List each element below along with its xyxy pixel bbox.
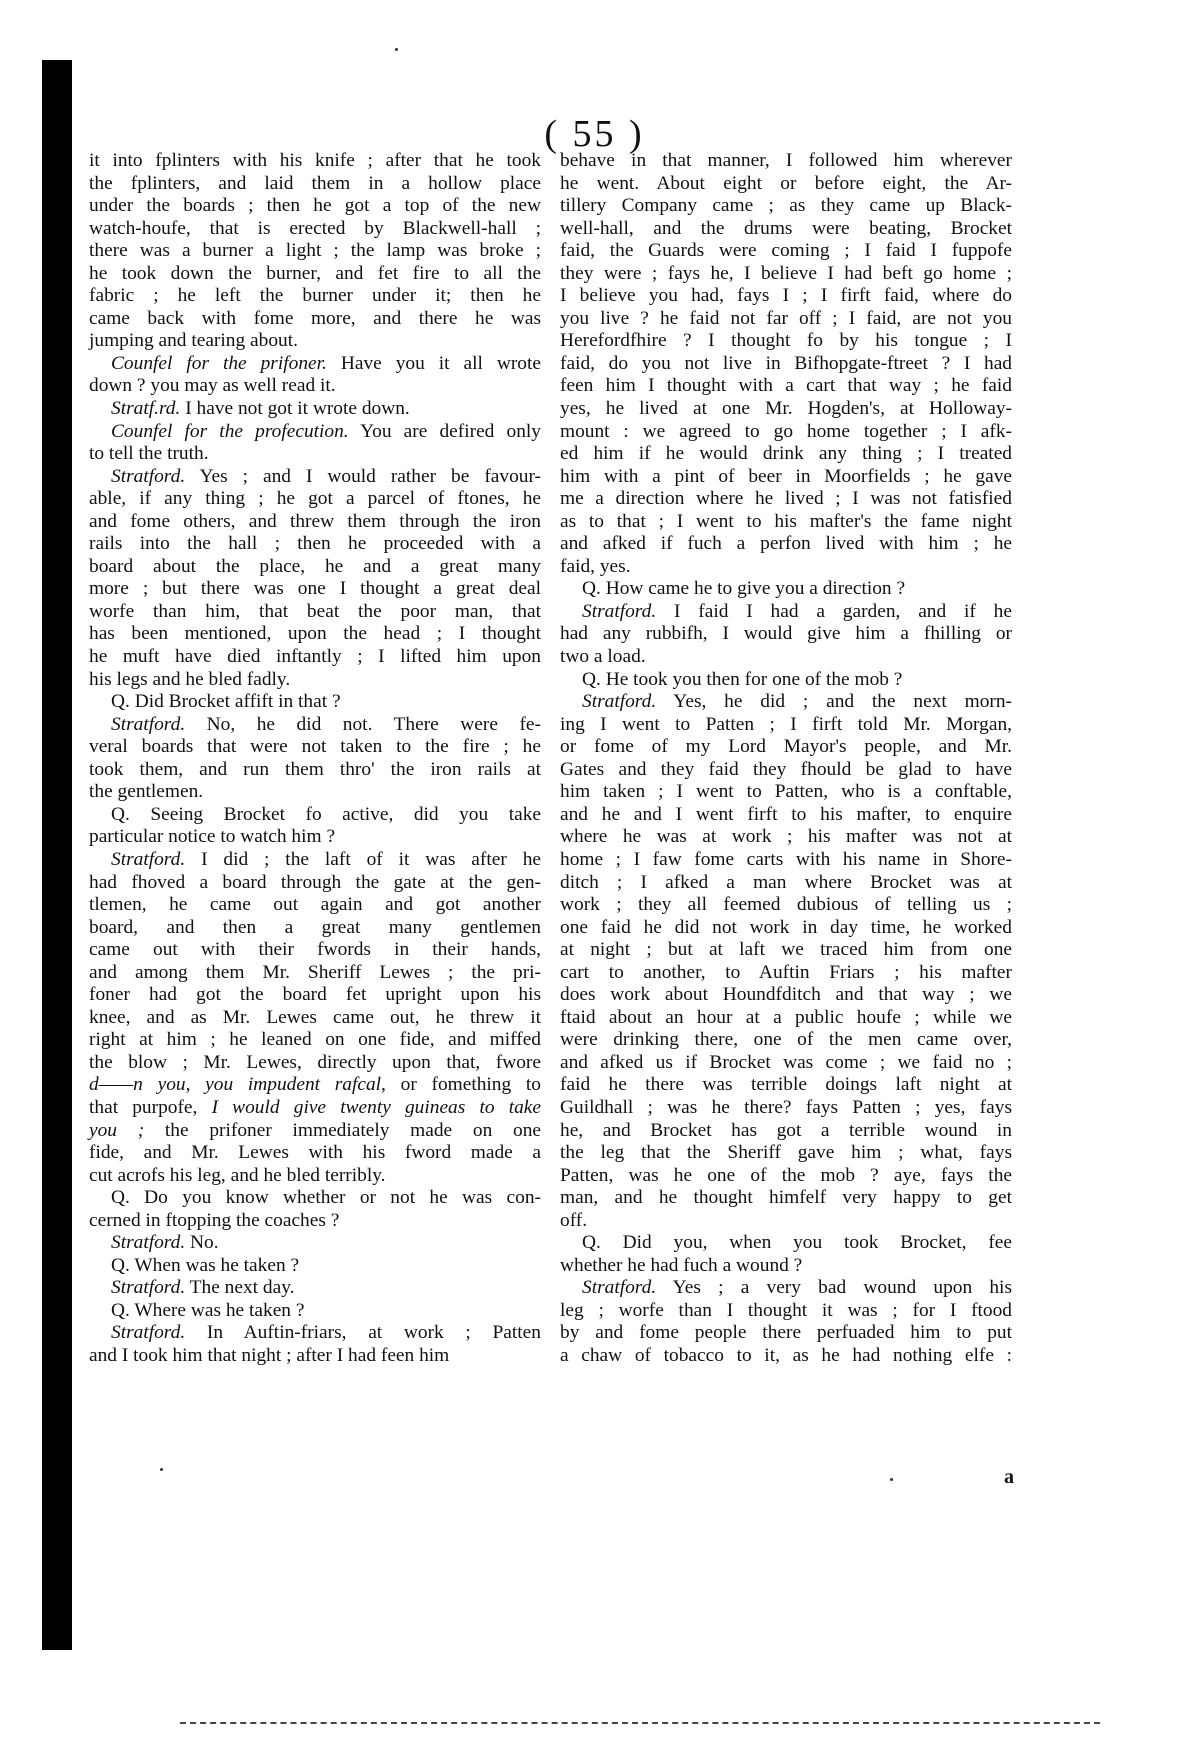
line-text: him taken ; I went to Patten, who is a conftable, — [560, 781, 1012, 803]
line-text: I have not got it wrote down. — [185, 398, 410, 420]
speaker-label: Stratford. — [582, 691, 657, 713]
text-line — [89, 714, 541, 737]
line-text: he, and Brocket has got a terrible wound in — [560, 1119, 1012, 1141]
speaker-label: Stratford. — [111, 1232, 186, 1254]
line-text: particular notice to watch him ? — [89, 826, 336, 848]
text-line — [89, 443, 541, 466]
line-text: mount : we agreed to go home together ; I afk- — [560, 420, 1012, 442]
line-text: board, and then a great many gentlemen — [89, 916, 541, 938]
text-line — [560, 533, 1012, 556]
text-line — [89, 691, 541, 714]
line-text: the leg that the Sheriff gave him ; what, fays — [560, 1142, 1012, 1164]
line-text: me a direction where he lived ; I was not fatisfied — [560, 488, 1012, 510]
line-text: were drinking there, one of the men came over, — [560, 1029, 1012, 1051]
line-text: board about the place, he and a great many — [89, 555, 541, 577]
line-text: they were ; fays he, I believe I had beft go home ; — [560, 262, 1012, 284]
right-text-column — [560, 150, 1012, 1368]
line-text: behave in that manner, I followed him wherever — [560, 150, 1012, 171]
text-line — [560, 894, 1012, 917]
line-text: Q. He took you then for one of the mob ? — [582, 668, 903, 690]
text-line — [560, 917, 1012, 940]
text-line — [89, 1277, 541, 1300]
line-text: ed him if he would drink any thing ; I treated — [560, 443, 1012, 465]
text-line — [89, 1142, 541, 1165]
line-text: by and fome people there perfuaded him to put — [560, 1322, 1012, 1344]
text-line — [560, 1029, 1012, 1052]
text-line — [89, 962, 541, 985]
text-line — [560, 872, 1012, 895]
speaker-label: Counfel for the prifoner. — [111, 352, 327, 374]
line-text: well-hall, and the drums were beating, Brocket — [560, 217, 1012, 239]
text-line — [89, 669, 541, 692]
line-text: leg ; worfe than I thought it was ; for I ftood — [560, 1299, 1012, 1321]
text-line — [89, 308, 541, 331]
line-text: Q. Did you, when you took Brocket, fee — [582, 1232, 1012, 1254]
text-line — [89, 894, 541, 917]
text-line — [560, 984, 1012, 1007]
line-text: Q. Where was he taken ? — [111, 1299, 305, 1321]
text-line — [560, 1165, 1012, 1188]
line-text: man, and he thought himfelf very happy to get — [560, 1187, 1012, 1209]
text-line — [89, 1007, 541, 1030]
text-line — [560, 488, 1012, 511]
scan-speck — [160, 1468, 163, 1471]
text-line — [89, 872, 541, 895]
text-line — [560, 826, 1012, 849]
line-text: I did ; the laft of it was after he — [201, 848, 541, 870]
text-line — [89, 939, 541, 962]
line-text: Q. How came he to give you a direction ? — [582, 578, 906, 600]
text-line — [560, 353, 1012, 376]
line-text: work ; they all feemed dubious of telling us ; — [560, 894, 1012, 916]
text-line — [89, 195, 541, 218]
line-text: took them, and run them thro' the iron rails at — [89, 758, 541, 780]
line-text: and he and I went firft to his mafter, to enquire — [560, 803, 1012, 825]
speaker-label: Stratford. — [111, 848, 186, 870]
line-text: has been mentioned, upon the head ; I thought — [89, 623, 541, 645]
bottom-scan-rule — [180, 1722, 1100, 1724]
text-line — [89, 1097, 541, 1120]
text-line — [560, 781, 1012, 804]
line-text: the gentlemen. — [89, 781, 204, 803]
text-line — [89, 1120, 541, 1143]
text-line — [89, 173, 541, 196]
line-text: I faid I had a garden, and if he — [674, 600, 1012, 622]
text-line — [560, 1052, 1012, 1075]
text-line — [89, 1029, 541, 1052]
line-text: had any rubbifh, I would give him a fhilling or — [560, 623, 1012, 645]
line-text: you live ? he faid not far off ; I faid, are not you — [560, 307, 1012, 329]
line-text: cart to another, to Auftin Friars ; his mafter — [560, 961, 1012, 983]
line-text: Herefordfhire ? I thought fo by his tongue ; I — [560, 330, 1012, 352]
line-text: able, if any thing ; he got a parcel of ftones, he — [89, 488, 541, 510]
line-text: knee, and as Mr. Lewes came out, he threw it — [89, 1006, 541, 1028]
text-line — [89, 1232, 541, 1255]
line-text: and among them Mr. Sheriff Lewes ; the pri- — [89, 961, 541, 983]
text-line — [89, 1165, 541, 1188]
text-line — [560, 578, 1012, 601]
line-text: whether he had fuch a wound ? — [560, 1254, 803, 1276]
text-line — [89, 826, 541, 849]
text-line — [560, 1322, 1012, 1345]
text-line — [560, 173, 1012, 196]
line-text: ditch ; I afked a man where Brocket was at — [560, 871, 1012, 893]
line-text: tillery Company came ; as they came up Black- — [560, 195, 1012, 217]
text-line — [89, 1210, 541, 1233]
text-line — [89, 849, 541, 872]
text-line — [560, 1120, 1012, 1143]
text-line — [560, 1142, 1012, 1165]
line-text: had fhoved a board through the gate at the gen- — [89, 871, 541, 893]
line-text: where he was at work ; his mafter was not at — [560, 826, 1012, 848]
line-text: the prifoner immediately made on one — [164, 1119, 541, 1141]
text-line — [560, 466, 1012, 489]
line-text: home ; I faw fome carts with his name in Shore- — [560, 848, 1012, 870]
text-line — [89, 1322, 541, 1345]
line-text: he went. About eight or before eight, the Ar- — [560, 172, 1012, 194]
line-text: The next day. — [189, 1277, 295, 1299]
text-line — [89, 1300, 541, 1323]
line-text: feen him I thought with a cart that way ; he faid — [560, 375, 1012, 397]
text-line — [560, 804, 1012, 827]
text-line — [89, 781, 541, 804]
text-line — [89, 218, 541, 241]
text-line — [89, 398, 541, 421]
line-text: or fomething to — [400, 1074, 541, 1096]
line-text: his legs and he bled fadly. — [89, 668, 291, 690]
line-text: Q. Seeing Brocket fo active, did you take — [111, 803, 541, 825]
speaker-label: Stratf.rd. — [111, 398, 181, 420]
text-line — [560, 1300, 1012, 1323]
line-text: right at him ; he leaned on one fide, and miffed — [89, 1029, 541, 1051]
line-text: two a load. — [560, 646, 646, 668]
text-line — [89, 330, 541, 353]
text-line — [560, 1255, 1012, 1278]
line-text: Yes ; and I would rather be favour- — [199, 465, 541, 487]
line-text: down ? you may as well read it. — [89, 375, 336, 397]
text-line — [560, 1074, 1012, 1097]
text-line — [560, 556, 1012, 579]
text-line — [89, 1187, 541, 1210]
text-line — [89, 646, 541, 669]
speaker-label: Stratford. — [582, 1277, 657, 1299]
line-text: tlemen, he came out again and got another — [89, 894, 541, 916]
left-text-column — [89, 150, 541, 1368]
line-text: watch-houfe, that is erected by Blackwell-hall ; — [89, 217, 541, 239]
line-text: cerned in ftopping the coaches ? — [89, 1209, 340, 1231]
text-line — [89, 804, 541, 827]
text-line — [560, 150, 1012, 173]
text-line — [89, 511, 541, 534]
line-text: Guildhall ; was he there? fays Patten ; yes, fays — [560, 1096, 1012, 1118]
text-line — [89, 466, 541, 489]
text-line — [560, 1277, 1012, 1300]
text-line — [560, 962, 1012, 985]
speaker-label: Stratford. — [111, 713, 186, 735]
text-line — [560, 1345, 1012, 1368]
line-text: foner had got the board fet upright upon his — [89, 984, 541, 1006]
line-text: faid, do you not live in Bifhopgate-ftreet ? I had — [560, 352, 1012, 374]
text-line — [89, 263, 541, 286]
line-text: that purpofe, — [89, 1096, 198, 1118]
line-text: ing I went to Patten ; I firft told Mr. Morgan, — [560, 713, 1012, 735]
text-line — [89, 421, 541, 444]
line-text: the fplinters, and laid them in a hollow place — [89, 172, 541, 194]
line-text: to tell the truth. — [89, 443, 209, 465]
text-line — [560, 849, 1012, 872]
line-text: came out with their fwords in their hands, — [89, 939, 541, 961]
line-text: yes, he lived at one Mr. Hogden's, at Holloway- — [560, 398, 1012, 420]
text-line — [89, 1345, 541, 1368]
text-line — [89, 601, 541, 624]
line-text: No. — [190, 1232, 219, 1254]
text-line — [560, 421, 1012, 444]
line-text: You are defired only — [360, 420, 541, 442]
line-text: off. — [560, 1209, 588, 1231]
text-line — [89, 1052, 541, 1075]
text-line — [89, 1255, 541, 1278]
line-text: there was a burner a light ; the lamp was broke ; — [89, 240, 541, 262]
text-line — [89, 285, 541, 308]
text-line — [560, 1007, 1012, 1030]
page-number: ( 55 ) — [544, 113, 645, 155]
text-line — [560, 623, 1012, 646]
speaker-label: Stratford. — [111, 1322, 186, 1344]
speaker-label: Stratford. — [111, 465, 186, 487]
line-text: and fome others, and threw them through the iron — [89, 510, 541, 532]
text-line — [560, 218, 1012, 241]
line-text: Q. When was he taken ? — [111, 1254, 300, 1276]
text-line — [560, 375, 1012, 398]
text-line — [560, 714, 1012, 737]
line-text: a chaw of tobacco to it, as he had nothing elfe : — [560, 1344, 1012, 1366]
line-text: faid, the Guards were coming ; I faid I fuppofe — [560, 240, 1012, 262]
speaker-label: Counfel for the profecution. — [111, 420, 349, 442]
line-text: one faid he did not work in day time, he worked — [560, 916, 1012, 938]
line-text: Yes ; a very bad wound upon his — [672, 1277, 1012, 1299]
line-text: and afked if fuch a perfon lived with him ; he — [560, 533, 1012, 555]
text-line — [560, 511, 1012, 534]
line-text: faid, yes. — [560, 555, 631, 577]
line-text: or fome of my Lord Mayor's people, and Mr. — [560, 736, 1012, 758]
text-line — [89, 556, 541, 579]
line-text: does work about Houndfditch and that way ; we — [560, 984, 1012, 1006]
line-text: and I took him that night ; after I had feen him — [89, 1344, 450, 1366]
text-line — [89, 759, 541, 782]
line-text: No, he did not. There were fe- — [206, 713, 541, 735]
line-text: Have you it all wrote — [340, 352, 541, 374]
catchword: a — [1004, 1466, 1014, 1488]
text-line — [89, 488, 541, 511]
text-line — [89, 533, 541, 556]
text-line — [560, 1097, 1012, 1120]
text-line — [560, 1232, 1012, 1255]
line-text: under the boards ; then he got a top of the new — [89, 195, 541, 217]
text-line — [560, 263, 1012, 286]
line-text: In Auftin-friars, at work ; Patten — [206, 1322, 541, 1344]
text-line — [89, 578, 541, 601]
line-text: it into fplinters with his knife ; after that he took — [89, 150, 541, 171]
line-text: veral boards that were not taken to the fire ; he — [89, 736, 541, 758]
line-text: fabric ; he left the burner under it; then he — [89, 285, 541, 307]
line-text: Yes, he did ; and the next morn- — [673, 691, 1012, 713]
line-text: he muft have died inftantly ; I lifted him upon — [89, 646, 541, 668]
line-text: at night ; but at laft we traced him from one — [560, 939, 1012, 961]
line-text: Patten, was he one of the mob ? aye, fays the — [560, 1164, 1012, 1186]
text-line — [560, 669, 1012, 692]
line-text: faid he there was terrible doings laft night at — [560, 1074, 1012, 1096]
text-line — [560, 646, 1012, 669]
line-text: Q. Did Brocket affift in that ? — [111, 691, 341, 713]
text-line — [560, 308, 1012, 331]
text-line — [89, 150, 541, 173]
line-text: Gates and they faid they fhould be glad to have — [560, 758, 1012, 780]
line-text: fide, and Mr. Lewes with his fword made a — [89, 1142, 541, 1164]
text-line — [89, 353, 541, 376]
text-line — [560, 939, 1012, 962]
line-text: rails into the hall ; then he proceeded with a — [89, 533, 541, 555]
text-line — [89, 917, 541, 940]
text-line — [560, 759, 1012, 782]
text-line — [560, 736, 1012, 759]
scan-speck — [890, 1478, 893, 1481]
speaker-label: Stratford. — [582, 600, 657, 622]
text-line — [89, 375, 541, 398]
line-text: ftaid about an hour at a public houfe ; while we — [560, 1006, 1012, 1028]
speaker-label: Stratford. — [111, 1277, 186, 1299]
text-line — [89, 984, 541, 1007]
italic-quote: I would give twenty guineas to take — [211, 1096, 541, 1118]
line-text: and afked us if Brocket was come ; we faid no ; — [560, 1051, 1012, 1073]
text-line — [560, 691, 1012, 714]
text-line — [560, 240, 1012, 263]
text-line — [560, 443, 1012, 466]
text-line — [560, 285, 1012, 308]
line-text: worfe than him, that beat the poor man, that — [89, 600, 541, 622]
italic-quote: you ; — [89, 1119, 145, 1141]
page-binding-shadow — [42, 60, 72, 1650]
text-line — [89, 240, 541, 263]
text-line — [89, 736, 541, 759]
text-line — [560, 398, 1012, 421]
text-line — [560, 601, 1012, 624]
line-text: I believe you had, fays I ; I firft faid, where do — [560, 285, 1012, 307]
text-line — [560, 195, 1012, 218]
text-line — [560, 330, 1012, 353]
line-text: more ; but there was one I thought a great deal — [89, 578, 541, 600]
line-text: cut acrofs his leg, and he bled terribly. — [89, 1164, 386, 1186]
line-text: the blow ; Mr. Lewes, directly upon that, fwore — [89, 1051, 541, 1073]
italic-quote: d——n you, you impudent rafcal, — [89, 1074, 386, 1096]
line-text: jumping and tearing about. — [89, 330, 298, 352]
text-line — [560, 1187, 1012, 1210]
line-text: he took down the burner, and fet fire to all the — [89, 262, 541, 284]
text-line — [560, 1210, 1012, 1233]
line-text: as to that ; I went to his mafter's the fame night — [560, 510, 1012, 532]
line-text: Q. Do you know whether or not he was con- — [111, 1187, 541, 1209]
scan-speck — [395, 48, 398, 51]
line-text: came back with fome more, and there he was — [89, 307, 541, 329]
text-line — [89, 1074, 541, 1097]
text-line — [89, 623, 541, 646]
line-text: him with a pint of beer in Moorfields ; he gave — [560, 465, 1012, 487]
